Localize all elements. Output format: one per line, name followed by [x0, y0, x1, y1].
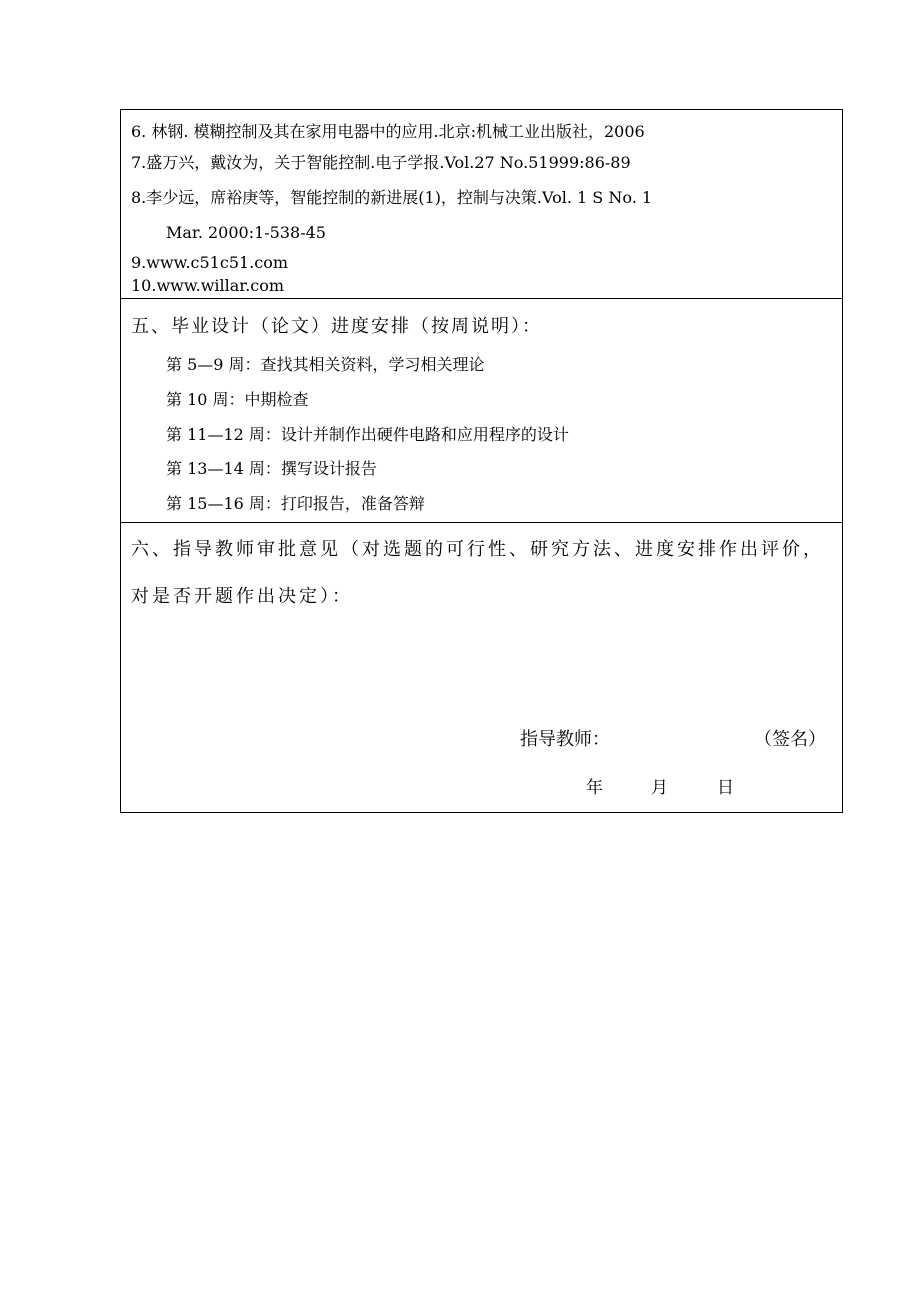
month-label: 月 [651, 778, 668, 798]
approval-heading-line2: 对是否开题作出决定）： [131, 586, 353, 607]
approval-section [121, 522, 842, 812]
signature-note: （签名） [754, 729, 826, 750]
approval-heading-line1: 六、指导教师审批意见（对选题的可行性、研究方法、进度安排作出评价， [131, 539, 824, 560]
schedule-section [121, 298, 842, 522]
advisor-label: 指导教师： [520, 729, 610, 750]
schedule-item: 第 5—9 周：查找其相关资料，学习相关理论 [166, 355, 485, 374]
schedule-item: 第 11—12 周：设计并制作出硬件电路和应用程序的设计 [166, 425, 569, 444]
schedule-item: 第 10 周：中期检查 [166, 390, 309, 409]
references-section [121, 110, 842, 298]
year-label: 年 [586, 778, 603, 798]
schedule-item: 第 13—14 周：撰写设计报告 [166, 459, 377, 478]
day-label: 日 [717, 778, 734, 798]
schedule-item: 第 15—16 周：打印报告，准备答辩 [166, 494, 425, 513]
proposal-form-table [120, 109, 843, 813]
reference-item: 7.盛万兴，戴汝为，关于智能控制.电子学报.Vol.27 No.51999:86-89 [131, 153, 631, 172]
reference-item: 10.www.willar.com [131, 276, 285, 295]
schedule-heading: 五、毕业设计（论文）进度安排（按周说明）： [131, 316, 542, 337]
reference-item: 9.www.c51c51.com [131, 253, 289, 272]
reference-item: 6. 林钢. 模糊控制及其在家用电器中的应用.北京:机械工业出版社，2006 [131, 122, 645, 141]
reference-item-continuation: Mar. 2000:1-538-45 [166, 223, 326, 242]
reference-item: 8.李少远，席裕庚等，智能控制的新进展(1)，控制与决策.Vol. 1 S No. 1 [131, 188, 653, 207]
